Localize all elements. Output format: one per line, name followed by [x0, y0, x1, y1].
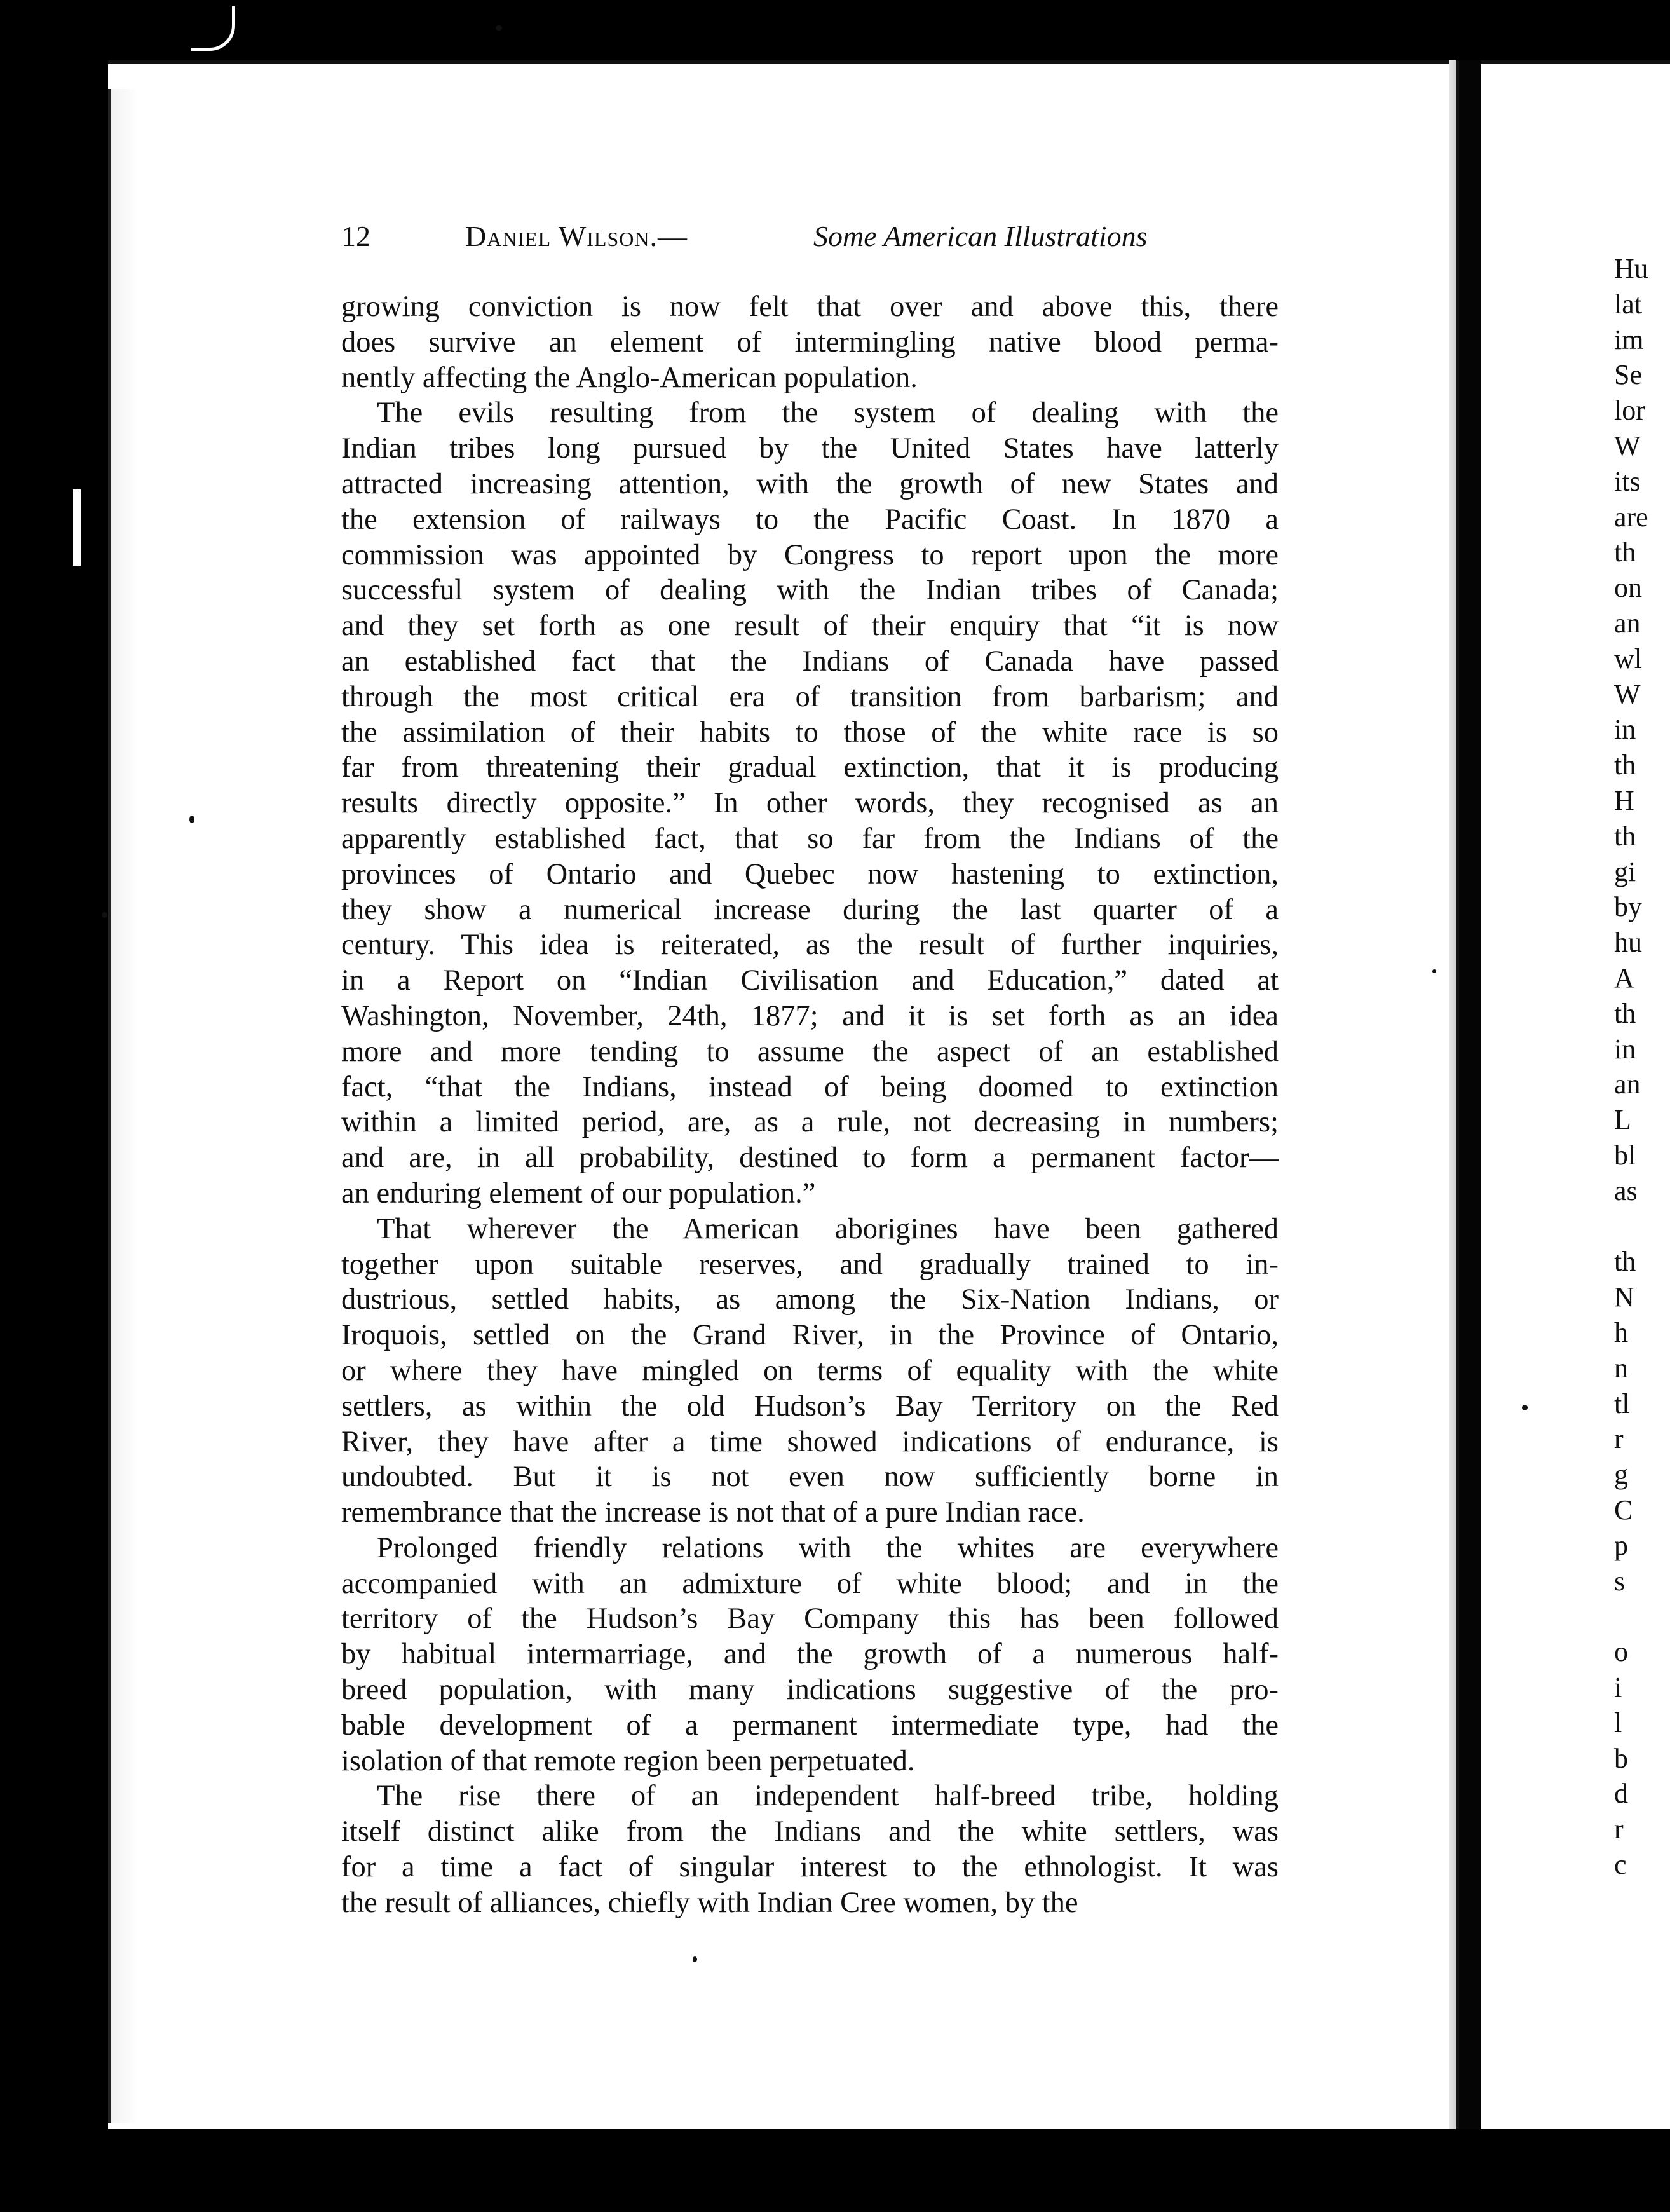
text-line: provinces of Ontario and Quebec now hastening to extinction,	[341, 857, 1279, 891]
text-line: together upon suitable reserves, and gradually trained to in-	[341, 1248, 1279, 1281]
facing-page-fragment: in	[1614, 1033, 1636, 1065]
text-line: That wherever the American aborigines have been gathered	[377, 1212, 1279, 1245]
facing-page-fragment: its	[1614, 465, 1641, 497]
facing-page-fragment: L	[1614, 1104, 1631, 1136]
text-line: The rise there of an independent half-breed tribe, holding	[377, 1780, 1279, 1813]
paragraph	[341, 289, 1279, 395]
facing-page-fragment: im	[1614, 324, 1644, 355]
text-line: accompanied with an admixture of white blood; and in the	[341, 1567, 1279, 1600]
text-line: Washington, November, 24th, 1877; and it is set forth as an idea	[341, 999, 1279, 1032]
text-line: successful system of dealing with the Indian tribes of Canada;	[341, 574, 1279, 607]
text-line: the extension of railways to the Pacific Coast. In 1870 a	[341, 503, 1279, 536]
text-line: the assimilation of their habits to those of the white race is so	[341, 716, 1279, 749]
text-line: growing conviction is now felt that over and above this, there	[341, 290, 1279, 323]
text-line: territory of the Hudson’s Bay Company this has been followed	[341, 1602, 1279, 1635]
header-author: Daniel Wilson.—	[465, 220, 688, 252]
facing-page-fragment: on	[1614, 572, 1642, 604]
facing-page-fragment: in	[1614, 714, 1636, 746]
text-line: River, they have after a time showed indications of endurance, is	[341, 1425, 1279, 1458]
text-line: The evils resulting from the system of dealing with the	[377, 397, 1279, 430]
text-line: results directly opposite.” In other words, they recognised as an	[341, 787, 1279, 820]
facing-page-fragment: A	[1614, 962, 1634, 993]
facing-page-fragment: as	[1614, 1175, 1638, 1206]
facing-page-fragment: hu	[1614, 927, 1642, 959]
text-line: Prolonged friendly relations with the whites are everywhere	[377, 1531, 1279, 1564]
text-line: more and more tending to assume the aspect of an established	[341, 1035, 1279, 1068]
text-line: within a limited period, are, as a rule, not decreasing in numbers;	[341, 1106, 1279, 1139]
text-line: undoubted. But it is not even now sufficiently borne in	[341, 1461, 1279, 1494]
facing-page	[1481, 60, 1670, 2129]
text-line: far from threatening their gradual extinction, that it is producing	[341, 751, 1279, 784]
text-line: and they set forth as one result of their enquiry that “it is now	[341, 610, 1279, 643]
text-line: in a Report on “Indian Civilisation and Education,” dated at	[341, 964, 1279, 997]
text-line: isolation of that remote region been perpetuated.	[341, 1744, 915, 1777]
text-line: Indian tribes long pursued by the United States have latterly	[341, 432, 1279, 465]
text-line: fact, “that the Indians, instead of being doomed to extinction	[341, 1070, 1279, 1103]
facing-page-fragment: tl	[1614, 1388, 1630, 1419]
facing-page-fragment: s	[1614, 1565, 1626, 1597]
text-line: breed population, with many indications suggestive of the pro-	[341, 1674, 1279, 1707]
facing-page-fragment: l	[1614, 1707, 1622, 1738]
facing-page-fragment: bl	[1614, 1140, 1636, 1171]
body-text	[341, 289, 1279, 1921]
facing-page-fragment: Hu	[1614, 253, 1648, 284]
text-line: or where they have mingled on terms of equality with the white	[341, 1354, 1279, 1387]
facing-page-fragment: r	[1614, 1813, 1624, 1845]
text-line: commission was appointed by Congress to report upon the more	[341, 538, 1279, 571]
text-line: dustrious, settled habits, as among the Six-Nation Indians, or	[341, 1283, 1279, 1316]
paragraph	[341, 1212, 1279, 1531]
facing-page-fragment: N	[1614, 1281, 1634, 1313]
paragraph	[341, 395, 1279, 1211]
page-right-edge	[1449, 60, 1459, 2129]
book-spine-gutter	[1459, 60, 1481, 2129]
facing-page-fragment: r	[1614, 1423, 1624, 1455]
facing-page-fragment: th	[1614, 749, 1636, 781]
facing-page-fragment: th	[1614, 997, 1636, 1029]
page-left-edge	[108, 89, 139, 2123]
text-line: does survive an element of intermingling native blood perma-	[341, 325, 1279, 358]
facing-page-fragment: lor	[1614, 395, 1645, 427]
facing-page-fragment: lat	[1614, 288, 1642, 320]
facing-page-fragment: g	[1614, 1459, 1628, 1491]
paragraph	[341, 1778, 1279, 1920]
text-line: they show a numerical increase during the last quarter of a	[341, 893, 1279, 926]
header-title: Some American Illustrations	[813, 220, 1148, 252]
text-line: the result of alliances, chiefly with Indian Cree women, by the	[341, 1886, 1078, 1919]
text-line: bable development of a permanent intermediate type, had the	[341, 1709, 1279, 1742]
facing-page-fragment: th	[1614, 536, 1636, 568]
facing-page-fragment: gi	[1614, 856, 1636, 887]
facing-page-fragment: c	[1614, 1849, 1627, 1880]
text-line: century. This idea is reiterated, as the result of further inquiries,	[341, 929, 1279, 962]
facing-page-fragment: h	[1614, 1317, 1628, 1348]
facing-page-fragment: an	[1614, 1068, 1641, 1100]
facing-page-fragment: o	[1614, 1636, 1628, 1668]
paragraph	[341, 1531, 1279, 1779]
facing-page-fragment: d	[1614, 1778, 1628, 1810]
binding-mark	[73, 489, 81, 566]
facing-page-fragment: wl	[1614, 643, 1642, 674]
running-header	[341, 219, 1167, 264]
facing-page-fragment: th	[1614, 1246, 1636, 1278]
text-line: Iroquois, settled on the Grand River, in the Province of Ontario,	[341, 1319, 1279, 1352]
facing-page-fragment: n	[1614, 1352, 1628, 1384]
text-line: for a time a fact of singular interest to the ethnologist. It was	[341, 1851, 1279, 1884]
facing-page-fragment: are	[1614, 501, 1648, 533]
facing-page-fragment: th	[1614, 820, 1636, 852]
text-line: apparently established fact, that so far from the Indians of the	[341, 822, 1279, 855]
facing-page-fragment: W	[1614, 430, 1641, 461]
text-line: nently affecting the Anglo-American population.	[341, 361, 918, 394]
facing-page-fragment: b	[1614, 1742, 1628, 1774]
text-line: by habitual intermarriage, and the growth of a numerous half-	[341, 1638, 1279, 1671]
text-line: through the most critical era of transition from barbarism; and	[341, 680, 1279, 713]
facing-page-fragment: by	[1614, 891, 1642, 923]
text-line: attracted increasing attention, with the growth of new States and	[341, 467, 1279, 500]
facing-page-fragment: H	[1614, 785, 1634, 816]
page-number: 12	[341, 220, 370, 252]
facing-page-fragment: an	[1614, 608, 1641, 639]
text-line: an established fact that the Indians of Canada have passed	[341, 645, 1279, 678]
facing-page-fragment: C	[1614, 1494, 1633, 1526]
facing-page-fragment: i	[1614, 1672, 1622, 1703]
text-line: remembrance that the increase is not that of a pure Indian race.	[341, 1496, 1085, 1529]
text-line: an enduring element of our population.”	[341, 1177, 816, 1210]
text-line: itself distinct alike from the Indians and the white settlers, was	[341, 1815, 1279, 1848]
facing-page-fragment: W	[1614, 678, 1641, 710]
text-line: and are, in all probability, destined to form a permanent factor—	[341, 1142, 1279, 1175]
facing-page-fragment: p	[1614, 1529, 1628, 1561]
scan-corner-mark	[191, 6, 235, 51]
text-line: settlers, as within the old Hudson’s Bay Territory on the Red	[341, 1389, 1279, 1423]
facing-page-fragment: Se	[1614, 359, 1642, 391]
